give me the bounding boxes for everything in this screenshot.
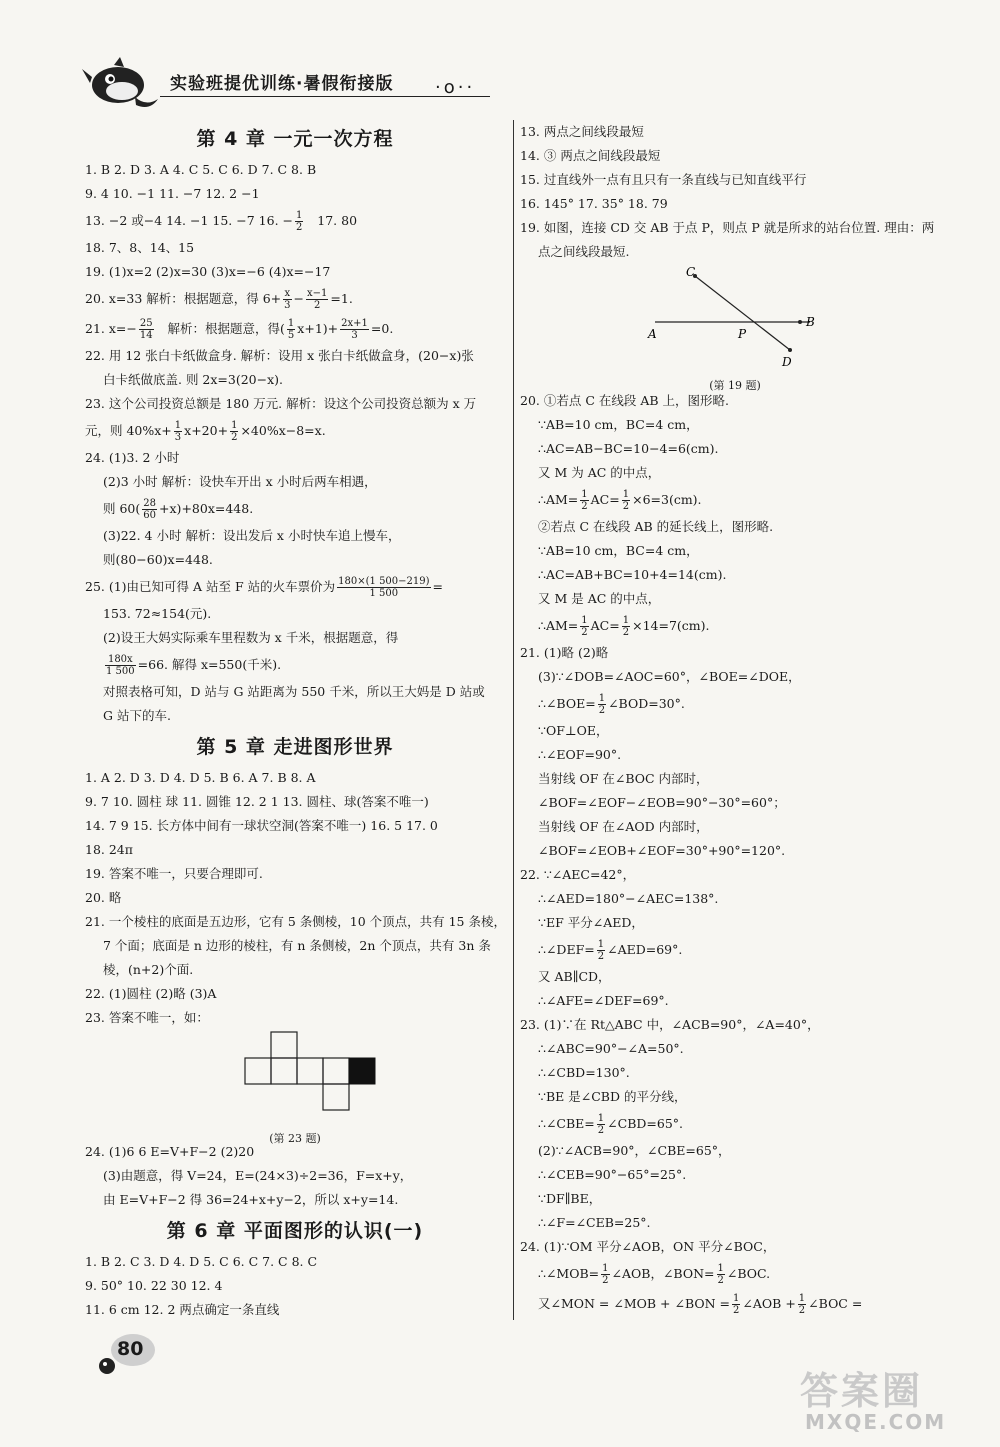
fraction: $\frac{x}{3}$ [284, 288, 291, 311]
page-number: 80 [117, 1338, 144, 1360]
answer-line [85, 206, 505, 236]
answer-line: 18. 24π [85, 842, 133, 857]
answer-line: 19. (1)x=2 (2)x=30 (3)x=−6 (4)x=−17 [85, 264, 331, 279]
fraction: $\frac{1}{2}$ [231, 420, 238, 443]
answer-text: ∴AM= [538, 618, 579, 633]
answer-line [520, 485, 950, 515]
answer-line: ∵BE 是∠CBD 的平分线， [538, 1089, 687, 1104]
answer-line: (3)∵∠DOB=∠AOC=60°，∠BOE=∠DOE， [538, 669, 801, 684]
answer-line: 24. (1)3. 2 小时 [85, 450, 180, 465]
answer-line: 24. (1)∵OM 平分∠AOB，ON 平分∠BOC， [520, 1239, 776, 1254]
answer-line: 18. 7、8、14、15 [85, 240, 195, 255]
answer-line: 则 60( $\frac{28}{60}$ +x)+80x=448. [103, 498, 254, 521]
page-number-badge [95, 1330, 155, 1380]
point-label-p: P [738, 327, 747, 341]
answer-line: (2)3 小时 解析：设快车开出 x 小时后两车相遇， [103, 474, 377, 489]
cube-net-diagram [85, 1030, 505, 1122]
answer-line: 7 个面；底面是 n 边形的棱柱，有 n 条侧棱，2n 个顶点，共有 3n 条 [103, 938, 491, 953]
fraction: $\frac{180\times(1 500-219)}{1 500}$ [338, 576, 430, 599]
answer-text: AC= [590, 492, 620, 507]
answer-line: 23. 这个公司投资总额是 180 万元. 解析：设这个公司投资总额为 x 万 [85, 396, 477, 411]
fraction: $\frac{1}{3}$ [174, 420, 182, 443]
answer-text: ∠BOD=30°. [608, 696, 685, 711]
answer-line: ∠BOF=∠EOF−∠EOB=90°−30°=60°； [538, 795, 786, 810]
answer-line: ∵OF⊥OE， [538, 723, 609, 738]
answer-text: ∴∠DEF= [538, 942, 595, 957]
answer-text: =66. 解得 x=550(千米). [137, 657, 282, 672]
fraction: $\frac{1}{2}$ [798, 1293, 806, 1316]
answer-text: =1. [330, 291, 353, 306]
watermark-logo: 答案圈 [800, 1369, 924, 1413]
answer-line: 当射线 OF 在∠BOC 内部时， [538, 771, 709, 786]
answer-line [520, 1289, 950, 1319]
answer-line [520, 1259, 950, 1289]
fraction: $\frac{1}{2}$ [581, 615, 588, 638]
answer-line: 1. A 2. D 3. D 4. D 5. B 6. A 7. B 8. A [85, 770, 316, 785]
fraction: $\frac{1}{2}$ [597, 1113, 605, 1136]
figure-19-caption: (第 19 题) [709, 379, 761, 392]
answer-text: ∴∠MOB= [538, 1266, 600, 1281]
fraction: $\frac{1}{2}$ [597, 939, 605, 962]
fraction: $\frac{1}{2}$ [602, 1263, 609, 1286]
answer-text: 又∠MON = ∠MOB + ∠BON = [538, 1296, 731, 1311]
header-title: 实验班提优训练·暑假衔接版 [170, 74, 394, 94]
answer-line [520, 935, 950, 965]
answer-text: ∴∠BOE= [538, 696, 596, 711]
answer-line: 23. 答案不唯一，如： [85, 1010, 209, 1025]
answer-line: ∴∠ABC=90°−∠A=50°. [538, 1041, 684, 1056]
answer-line: 20. x=33 解析：根据题意，得 6+ $\frac{x}{3}$ − $\frac{x-1}{2}$ =1. [85, 288, 353, 311]
figure-23-caption: (第 23 题) [269, 1132, 321, 1145]
answer-line: 15. 过直线外一点有且只有一条直线与已知直线平行 [520, 172, 807, 187]
answer-line [85, 572, 505, 602]
answer-line: ∴∠F=∠CEB=25°. [538, 1215, 651, 1230]
fraction: $\frac{1}{2}$ [717, 1263, 724, 1286]
answer-text: ×14=7(cm). [632, 618, 710, 633]
answer-line: 14. 7 9 15. 长方体中间有一球状空洞(答案不唯一) 16. 5 17. 0 [85, 818, 438, 833]
figure-19 [520, 264, 950, 392]
watermark-url: MXQE.COM [805, 1410, 947, 1434]
answer-text: ×40%x−8=x. [240, 423, 326, 438]
answer-line: 又 M 为 AC 的中点， [538, 465, 661, 480]
answer-line: ∴∠CEB=90°−65°=25°. [538, 1167, 687, 1182]
right-column [520, 120, 950, 1319]
answer-line: 当射线 OF 在∠AOD 内部时， [538, 819, 709, 834]
answer-line [85, 416, 505, 446]
answer-line: 由 E=V+F−2 得 36=24+x+y−2，所以 x+y=14. [103, 1192, 399, 1207]
answer-text: 则 60 [103, 501, 136, 516]
answer-line: ∴∠CBD=130°. [538, 1065, 630, 1080]
fraction: $\frac{180x}{1 500}$ [106, 654, 135, 677]
answer-line: ∵AB=10 cm，BC=4 cm， [538, 417, 699, 432]
answer-line: 点之间线段最短. [538, 244, 630, 259]
figure-23 [85, 1030, 505, 1145]
answer-line: (3)22. 4 小时 解析：设出发后 x 小时快车追上慢车， [103, 528, 401, 543]
answer-text: AC= [590, 618, 620, 633]
fraction: $\frac{1}{2}$ [622, 615, 630, 638]
chapter-6-title: 第 6 章 平面图形的认识(一) [166, 1220, 424, 1242]
answer-text: ∠AED=69°. [607, 942, 683, 957]
answer-line: 14. ③ 两点之间线段最短 [520, 148, 661, 163]
answer-line: 22. ∵∠AEC=42°， [520, 867, 636, 882]
answer-text: ∠AOB + [742, 1296, 796, 1311]
answer-line: 又 AB∥CD， [538, 969, 611, 984]
answer-line [520, 689, 950, 719]
answer-line [85, 650, 505, 680]
fraction: $\frac{28}{60}$ [143, 498, 157, 521]
point-label-b: B [806, 315, 815, 329]
page-header [70, 55, 530, 115]
answer-line: 则(80−60)x=448. [103, 552, 213, 567]
answer-line: 23. (1)∵在 Rt△ABC 中，∠ACB=90°，∠A=40°， [520, 1017, 820, 1032]
answer-line: ∵AB=10 cm，BC=4 cm， [538, 543, 699, 558]
column-divider [513, 120, 514, 1320]
answer-text: = [432, 579, 444, 594]
answer-line: (3)由题意，得 V=24，E=(24×3)÷2=36，F=x+y， [103, 1168, 413, 1183]
answer-text: ∴AM= [538, 492, 579, 507]
chapter-4-title: 第 4 章 一元一次方程 [196, 128, 394, 150]
answer-text: +80x=448. [181, 501, 254, 516]
answer-line: ∴∠AED=180°−∠AEC=138°. [538, 891, 719, 906]
answer-text: 20. x=33 解析：根据题意，得 6+ [85, 291, 282, 306]
answer-line: 21. 一个棱柱的底面是五边形，它有 5 条侧棱，10 个顶点，共有 15 条棱， [85, 914, 506, 929]
answer-line: 24. (1)6 6 E=V+F−2 (2)20 [85, 1144, 255, 1159]
answer-line: 19. 答案不唯一，只要合理即可. [85, 866, 263, 881]
answer-line: 1. B 2. C 3. D 4. D 5. C 6. C 7. C 8. C [85, 1254, 318, 1269]
chapter-5-title: 第 5 章 走进图形世界 [196, 736, 394, 758]
answer-line: 11. 6 cm 12. 2 两点确定一条直线 [85, 1302, 280, 1317]
dolphin-mascot-icon [80, 55, 165, 115]
answer-line: 21. (1)略 (2)略 [520, 645, 609, 660]
answer-text: =0. [370, 321, 394, 336]
fraction: $\frac{1}{2}$ [295, 210, 303, 233]
answer-text: 解析：根据题意，得 [167, 321, 281, 336]
fraction: $\frac{25}{14}$ [139, 318, 153, 341]
fraction: $\frac{2x+1}{3}$ [341, 318, 368, 341]
answer-line: ∴∠AFE=∠DEF=69°. [538, 993, 669, 1008]
answer-line: 又 M 是 AC 的中点， [538, 591, 661, 606]
fraction: $\frac{1}{5}$ [287, 318, 295, 341]
answer-text: ∠BOC. [726, 1266, 771, 1281]
answer-text: ∠CBD=65°. [607, 1116, 684, 1131]
answer-text: 元，则 40%x+ [85, 423, 172, 438]
answer-line: 对照表格可知，D 站与 G 站距离为 550 千米，所以王大妈是 D 站或 [103, 684, 485, 699]
fraction: $\frac{x-1}{2}$ [307, 288, 328, 311]
answer-text: ∴∠CBE= [538, 1116, 595, 1131]
answer-line: 白卡纸做底盖. 则 2x=3(20−x). [103, 372, 284, 387]
answer-line: ∠BOF=∠EOB+∠EOF=30°+90°=120°. [538, 843, 786, 858]
answer-line: 16. 145° 17. 35° 18. 79 [520, 196, 668, 211]
answer-line: ∴AC=AB+BC=10+4=14(cm). [538, 567, 727, 582]
answer-line: 19. 如图，连接 CD 交 AB 于点 P，则点 P 就是所求的站台位置. 理由：两 [520, 220, 935, 235]
line-segment-diagram [520, 264, 950, 369]
answer-line: ②若点 C 在线段 AB 的延长线上，图形略. [538, 519, 774, 534]
answer-line: ∵DF∥BE， [538, 1191, 602, 1206]
answer-text: 25. (1)由已知可得 A 站至 F 站的火车票价为 [85, 579, 336, 594]
answer-line: 9. 4 10. −1 11. −7 12. 2 −1 [85, 186, 260, 201]
point-label-d: D [782, 355, 792, 369]
answer-line: (2)∵∠ACB=90°，∠CBE=65°， [538, 1143, 731, 1158]
answer-text: ∠AOB，∠BON= [611, 1266, 715, 1281]
answer-line: ∵EF 平分∠AED， [538, 915, 644, 930]
point-label-c: C [686, 265, 696, 279]
fraction: $\frac{1}{2}$ [581, 489, 588, 512]
fraction: $\frac{1}{2}$ [622, 489, 630, 512]
answer-line: 棱，(n+2)个面. [103, 962, 194, 977]
answer-text: ×6=3(cm). [632, 492, 702, 507]
answer-line: 22. (1)圆柱 (2)略 (3)A [85, 986, 217, 1001]
answer-text: 17. 80 [317, 213, 358, 228]
answer-text: ∠BOC = [808, 1296, 863, 1311]
answer-line [520, 1109, 950, 1139]
answer-line [520, 611, 950, 641]
answer-line: 20. 略 [85, 890, 122, 905]
answer-line: 153. 72≈154(元). [103, 606, 212, 621]
answer-text: +x [159, 501, 177, 516]
left-column [85, 120, 505, 1322]
answer-text: x+1 [297, 321, 323, 336]
answer-line: ∴AC=AB−BC=10−4=6(cm). [538, 441, 719, 456]
answer-line: 20. ①若点 C 在线段 AB 上，图形略. [520, 393, 729, 408]
answer-line: 9. 50° 10. 22 30 12. 4 [85, 1278, 223, 1293]
answer-line: 9. 7 10. 圆柱 球 11. 圆锥 12. 2 1 13. 圆柱、球(答案不唯一) [85, 794, 429, 809]
answer-line: G 站下的车. [103, 708, 171, 723]
header-dots: ·o·· [435, 77, 476, 98]
answer-text: 21. x=− [85, 321, 137, 336]
answer-line: ∴∠EOF=90°. [538, 747, 622, 762]
answer-line: (2)设王大妈实际乘车里程数为 x 千米，根据题意，得 [103, 630, 399, 645]
answer-line: 22. 用 12 张白卡纸做盒身. 解析：设用 x 张白卡纸做盒身，(20−x)张 [85, 348, 474, 363]
point-label-a: A [648, 327, 657, 341]
answer-text: x+20+ [184, 423, 229, 438]
answer-text: 13. −2 或−4 14. −1 15. −7 16. − [85, 213, 293, 228]
answer-line: 13. 两点之间线段最短 [520, 124, 644, 139]
answer-line: 1. B 2. D 3. A 4. C 5. C 6. D 7. C 8. B [85, 162, 317, 177]
fraction: $\frac{1}{2}$ [733, 1293, 740, 1316]
answer-line: 21. x=− $\frac{25}{14}$ 解析：根据题意，得( $\frac{1}{5}$ x+1)+ $\frac{2x+1}{3}$ =0. [85, 318, 394, 341]
fraction: $\frac{1}{2}$ [598, 693, 606, 716]
